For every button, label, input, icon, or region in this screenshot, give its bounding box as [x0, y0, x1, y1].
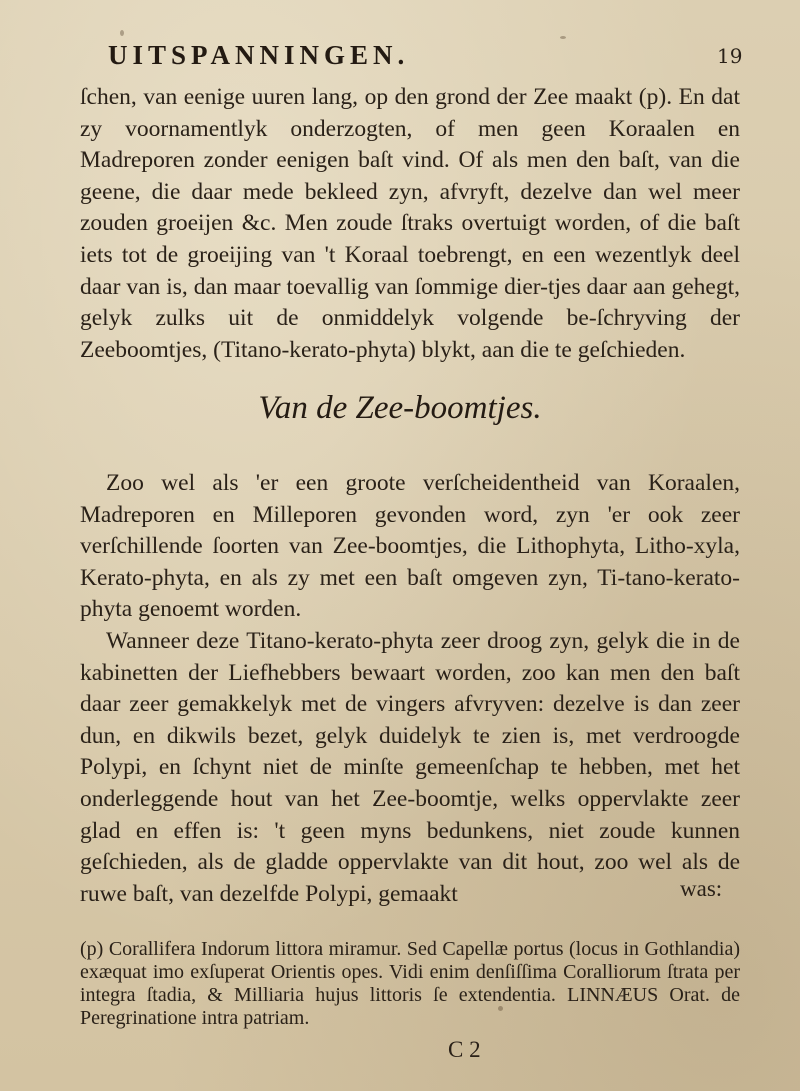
signature-mark: C 2 — [448, 1037, 481, 1062]
paragraph-zee-boomtjes: Zoo wel als 'er een groote verſcheidentheid van Koraalen, Madreporen en Milleporen gevonden word, zyn 'er ook zeer verſchillende ſoorten van Zee-boomtjes, die Lithophyta, Litho-xyla, Kerato-phyta, en als zy met een baſt omgeven zyn, Ti-tano-kerato-phyta genoemt worden. — [80, 470, 740, 623]
catchword: was: — [680, 876, 723, 901]
body-text-section — [80, 468, 740, 910]
paragraph-titano-kerato-phyta: Wanneer deze Titano-kerato-phyta zeer droog zyn, gelyk die in de kabinetten der Liefhebbers bewaart worden, zoo kan men den baſt daar zeer gemakkelyk met de vingers afvryven: dezelve is dan zeer dun, en dikwils bezet, gelyk duidelyk te zien is, met verdroogde Polypi, en ſchynt niet de minſte gemeenſchap te hebben, met het onderleggende hout van het Zee-boomtje, welks oppervlakte zeer glad en effen is: 't geen myns bedunkens, niet zoude kunnen geſchieden, als de gladde oppervlakte van dit hout, zoo wel als de ruwe baſt, van dezelfde Polypi, gemaakt — [80, 627, 740, 907]
running-head: UITSPANNINGEN. — [108, 40, 410, 70]
body-text-top — [80, 82, 740, 366]
page-header — [0, 40, 800, 74]
ink-spot — [560, 36, 566, 39]
page-number: 19 — [717, 44, 743, 68]
paragraph-continuation: ſchen, van eenige uuren lang, op den grond der Zee maakt (p). En dat zy voornamentlyk onderzogten, of men geen Koraalen en Madreporen zonder eenigen baſt vind. Of als men den baſt, van die geene, die daar mede bekleed zyn, afvryft, dezelve dan wel meer zouden groeijen &c. Men zoude ſtraks overtuigt worden, of die baſt iets tot de groeijing van 't Koraal toebrengt, en een wezentlyk deel daar van is, dan maar toevallig van ſommige dier-tjes daar aan gehegt, gelyk zulks uit de onmiddelyk volgende be-ſchryving der Zeeboomtjes, (Titano-kerato-phyta) blykt, aan die te geſchieden. — [80, 84, 740, 363]
ink-spot — [120, 30, 124, 36]
ink-spot — [498, 1006, 503, 1011]
footnote: (p) Corallifera Indorum littora miramur. Sed Capellæ portus (locus in Gothlandia) exæquat imo exſuperat Orientis opes. Vidi enim denſiſſima Coralliorum ſtrata per integra ſtadia, & Milliaria hujus littoris ſe extendentia. LINNÆUS Orat. de Peregrinatione intra patriam. — [80, 938, 740, 1029]
section-heading: Van de Zee-boomtjes. — [258, 390, 542, 426]
